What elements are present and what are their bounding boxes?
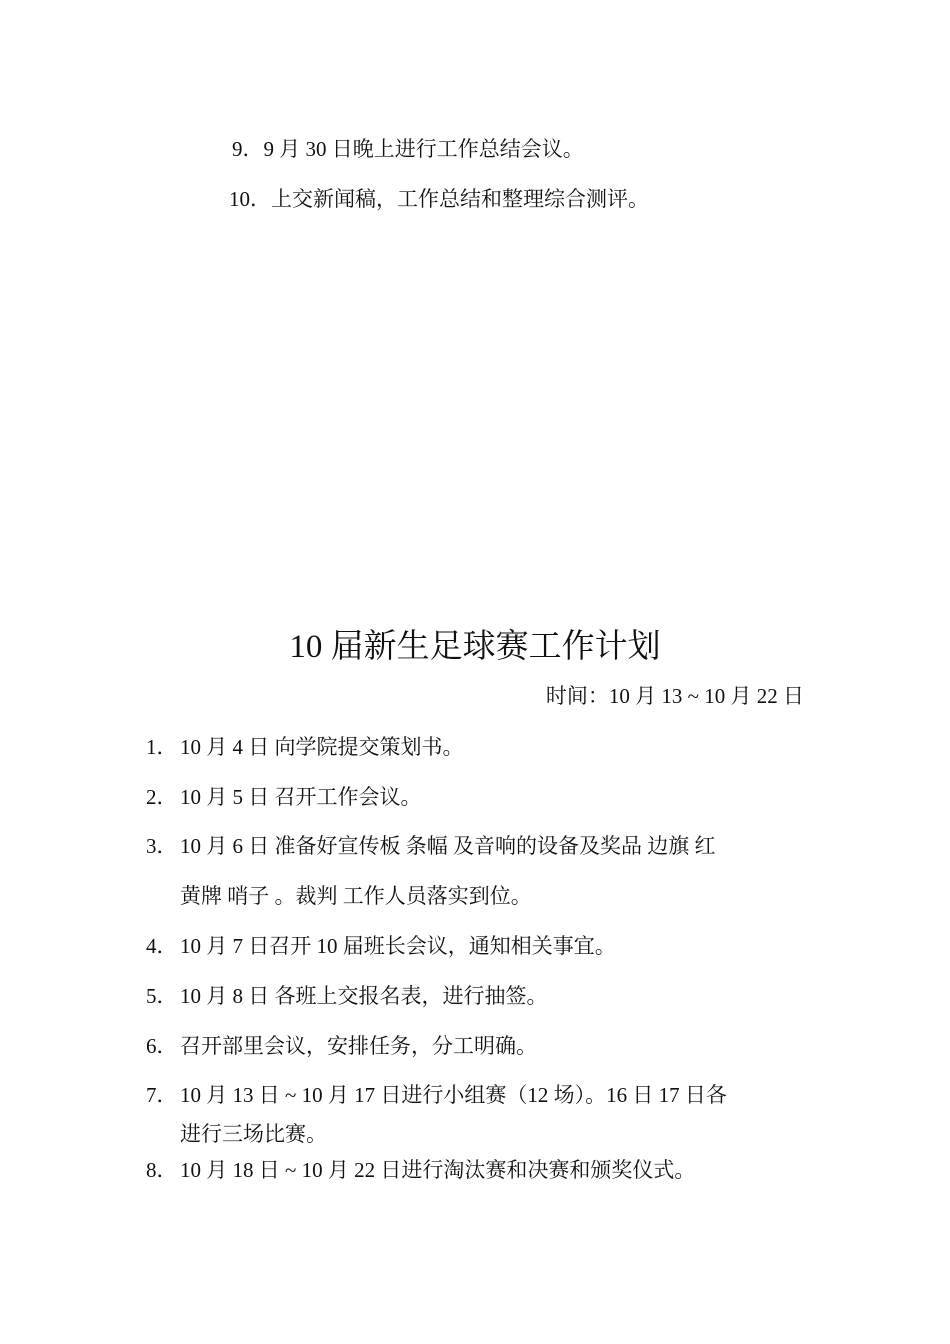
list-item-text: 召开部里会议，安排任务，分工明确。 (180, 1034, 537, 1058)
list-item-continuation (146, 882, 806, 910)
list-item-number: 3． (146, 834, 178, 858)
time-range: 时间：10 月 13 ~ 10 月 22 日 (545, 684, 804, 708)
list-item-number: 5． (146, 984, 178, 1008)
list-item-text: 10 月 18 日 ~ 10 月 22 日进行淘汰赛和决赛和颁奖仪式。 (180, 1158, 696, 1182)
list-item-text: 黄牌 哨子 。裁判 工作人员落实到位。 (180, 884, 532, 908)
list-item-number: 6． (146, 1034, 178, 1058)
list-item (146, 1032, 806, 1060)
list-item-number: 9． (232, 137, 264, 161)
list-item-number: 7． (146, 1083, 178, 1107)
list-item-text: 10 月 5 日 召开工作会议。 (180, 785, 422, 809)
list-item (146, 783, 806, 811)
list-item-number: 10． (229, 187, 271, 211)
list-item-text: 10 月 4 日 向学院提交策划书。 (180, 735, 464, 759)
list-item (146, 932, 806, 960)
list-item (232, 135, 584, 163)
list-item (146, 832, 806, 860)
list-item (146, 982, 806, 1010)
list-item (229, 185, 649, 213)
list-item-text: 上交新闻稿，工作总结和整理综合测评。 (271, 187, 649, 211)
list-item-number: 1． (146, 735, 178, 759)
list-item-number: 2． (146, 785, 178, 809)
list-item-text: 10 月 7 日召开 10 届班长会议，通知相关事宜。 (180, 934, 616, 958)
list-item (146, 733, 806, 761)
list-item-text: 10 月 6 日 准备好宣传板 条幅 及音响的设备及奖品 边旗 红 (180, 834, 716, 858)
page-title: 10 届新生足球赛工作计划 (289, 629, 661, 665)
list-item (146, 1156, 806, 1184)
list-item-text: 10 月 13 日 ~ 10 月 17 日进行小组赛（12 场）。16 日 17 日各 (180, 1083, 727, 1107)
list-item-text: 9 月 30 日晚上进行工作总结会议。 (263, 137, 584, 161)
list-item (146, 1081, 806, 1109)
list-item-text: 10 月 8 日 各班上交报名表，进行抽签。 (180, 984, 548, 1008)
list-item-text: 进行三场比赛。 (180, 1122, 327, 1146)
list-item-continuation (146, 1120, 806, 1148)
list-item-number: 8． (146, 1158, 178, 1182)
list-item-number: 4． (146, 934, 178, 958)
